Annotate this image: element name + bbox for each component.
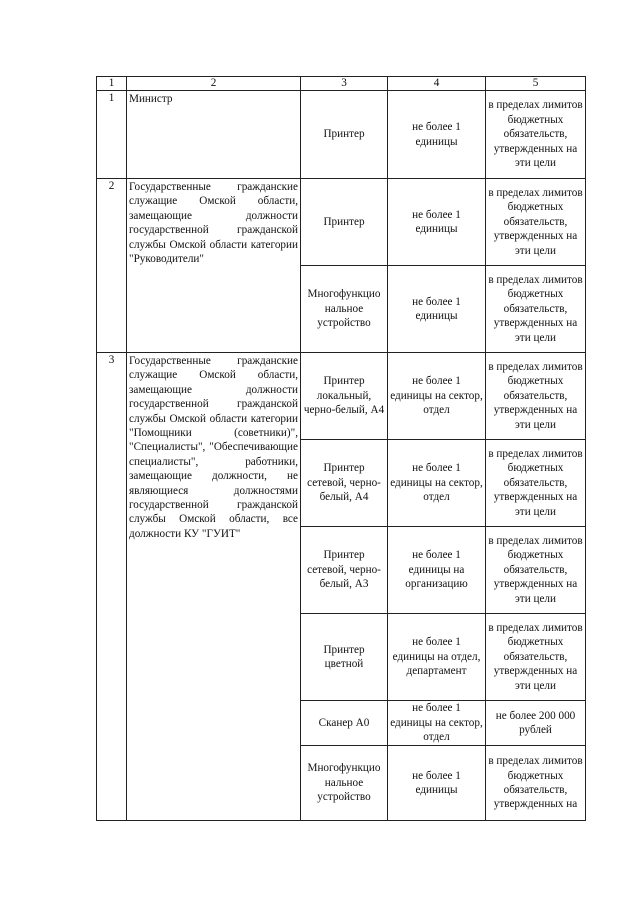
device-cell: Многофункцио нальное устройство [301, 746, 388, 821]
device-cell: Принтер [301, 179, 388, 266]
device-cell: Принтер [301, 91, 388, 179]
quantity-cell: не более 1 единицы на сектор, отдел [388, 701, 486, 746]
header-row [97, 77, 586, 91]
quantity-cell: не более 1 единицы [388, 91, 486, 179]
limit-cell: в пределах лимитов бюджетных обязательств, утвержденных на эти цели [486, 266, 586, 353]
limit-cell: в пределах лимитов бюджетных обязательств, утвержденных на эти цели [486, 527, 586, 614]
limit-cell: не более 200 000 рублей [486, 701, 586, 746]
quantity-cell: не более 1 единицы на сектор, отдел [388, 353, 486, 440]
limit-cell: в пределах лимитов бюджетных обязательств, утвержденных на эти цели [486, 91, 586, 179]
quantity-cell: не более 1 единицы [388, 746, 486, 821]
quantity-cell: не более 1 единицы [388, 266, 486, 353]
row-number: 3 [97, 353, 127, 821]
header-col-4: 4 [388, 77, 486, 91]
device-cell: Принтер локальный, черно-белый, А4 [301, 353, 388, 440]
row-number: 2 [97, 179, 127, 353]
position-description: Государственные гражданские служащие Омской области, замещающие должности государственной гражданской службы Омской области категории "Помощники (советники)", "Специалисты", "Обеспечивающие специалисты", работники, замещающие должности, не являющиеся должностями государственной гражданской службы Омской области, все должности КУ "ГУИТ" [127, 353, 301, 821]
quantity-cell: не более 1 единицы [388, 179, 486, 266]
table-row [97, 353, 586, 440]
limit-cell: в пределах лимитов бюджетных обязательств, утвержденных на эти цели [486, 614, 586, 701]
device-cell: Принтер сетевой, черно-белый, А4 [301, 440, 388, 527]
device-cell: Многофункцио нальное устройство [301, 266, 388, 353]
quantity-cell: не более 1 единицы на организацию [388, 527, 486, 614]
norms-table [96, 76, 586, 821]
header-col-1: 1 [97, 77, 127, 91]
table-row [97, 179, 586, 266]
limit-cell: в пределах лимитов бюджетных обязательств, утвержденных на эти цели [486, 179, 586, 266]
row-number: 1 [97, 91, 127, 179]
quantity-cell: не более 1 единицы на сектор, отдел [388, 440, 486, 527]
device-cell: Сканер А0 [301, 701, 388, 746]
limit-cell: в пределах лимитов бюджетных обязательств, утвержденных на эти цели [486, 353, 586, 440]
table-row [97, 91, 586, 179]
header-col-3: 3 [301, 77, 388, 91]
limit-cell: в пределах лимитов бюджетных обязательств, утвержденных на [486, 746, 586, 821]
device-cell: Принтер сетевой, черно-белый, А3 [301, 527, 388, 614]
position-description: Государственные гражданские служащие Омской области, замещающие должности государственной гражданской службы Омской области категории "Руководители" [127, 179, 301, 353]
quantity-cell: не более 1 единицы на отдел, департамент [388, 614, 486, 701]
device-cell: Принтер цветной [301, 614, 388, 701]
header-col-5: 5 [486, 77, 586, 91]
limit-cell: в пределах лимитов бюджетных обязательств, утвержденных на эти цели [486, 440, 586, 527]
header-col-2: 2 [127, 77, 301, 91]
position-description: Министр [127, 91, 301, 179]
